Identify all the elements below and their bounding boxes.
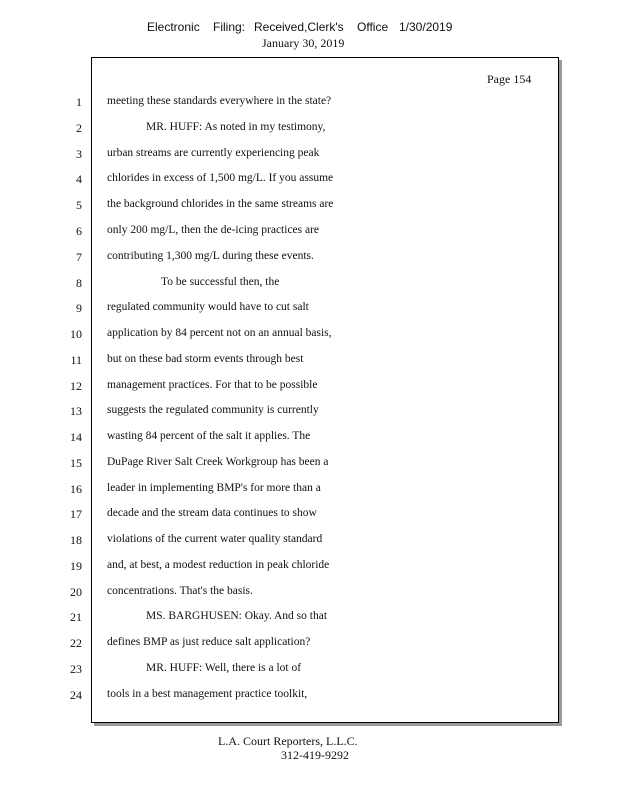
line-text: tools in a best management practice toolkit, xyxy=(107,688,308,700)
line-text: only 200 mg/L, then the de-icing practices are xyxy=(107,224,320,236)
line-text: management practices. For that to be possible xyxy=(107,379,318,391)
line-text: meeting these standards everywhere in the state? xyxy=(107,95,332,107)
line-text: concentrations. That's the basis. xyxy=(107,585,253,597)
line-text: defines BMP as just reduce salt application? xyxy=(107,636,311,648)
line-number: 23 xyxy=(70,662,82,676)
court-reporter-name: L.A. Court Reporters, L.L.C. xyxy=(218,734,358,748)
stamp-electronic: Electronic xyxy=(147,20,200,34)
stamp-filing: Filing: xyxy=(213,20,246,34)
line-number: 19 xyxy=(70,559,82,573)
page-number: Page 154 xyxy=(487,72,532,86)
line-text: DuPage River Salt Creek Workgroup has been a xyxy=(107,456,329,468)
line-number: 7 xyxy=(76,250,82,264)
line-number: 14 xyxy=(70,430,82,444)
line-number: 3 xyxy=(76,147,82,161)
line-number: 13 xyxy=(70,404,82,418)
line-number: 17 xyxy=(70,507,82,521)
line-text: regulated community would have to cut salt xyxy=(107,301,309,313)
line-number: 21 xyxy=(70,610,82,624)
line-text: MR. HUFF: As noted in my testimony, xyxy=(146,121,326,133)
line-text: decade and the stream data continues to show xyxy=(107,507,317,519)
line-text: contributing 1,300 mg/L during these events. xyxy=(107,250,314,262)
line-number: 9 xyxy=(76,301,82,315)
court-reporter-phone: 312-419-9292 xyxy=(281,748,349,762)
line-text: wasting 84 percent of the salt it applies. The xyxy=(107,430,311,442)
line-text: MR. HUFF: Well, there is a lot of xyxy=(146,662,302,674)
line-text: urban streams are currently experiencing peak xyxy=(107,147,320,159)
line-number: 22 xyxy=(70,636,82,650)
line-text: MS. BARGHUSEN: Okay. And so that xyxy=(146,610,328,622)
line-number: 6 xyxy=(76,224,82,238)
line-text: but on these bad storm events through best xyxy=(107,353,304,365)
filing-stamp xyxy=(147,20,452,34)
line-text: and, at best, a modest reduction in peak chloride xyxy=(107,559,330,571)
line-number: 15 xyxy=(70,456,82,470)
line-number: 1 xyxy=(76,95,82,109)
line-number: 20 xyxy=(70,585,82,599)
line-number: 8 xyxy=(76,276,82,290)
line-number: 11 xyxy=(70,353,82,367)
line-text: suggests the regulated community is currently xyxy=(107,404,319,416)
line-number: 2 xyxy=(76,121,82,135)
stamp-date: 1/30/2019 xyxy=(399,20,453,34)
line-number: 24 xyxy=(70,688,82,702)
line-text: leader in implementing BMP's for more than a xyxy=(107,482,321,494)
line-text: application by 84 percent not on an annual basis, xyxy=(107,327,332,339)
line-text: violations of the current water quality standard xyxy=(107,533,323,545)
filing-date: January 30, 2019 xyxy=(262,36,345,50)
stamp-office: Office xyxy=(357,20,389,34)
line-number: 10 xyxy=(70,327,82,341)
line-number: 12 xyxy=(70,379,82,393)
line-text: To be successful then, the xyxy=(161,276,280,288)
stamp-received-clerks: Received,Clerk's xyxy=(254,20,344,34)
line-number: 18 xyxy=(70,533,82,547)
line-number: 16 xyxy=(70,482,82,496)
line-number: 4 xyxy=(76,172,82,186)
line-text: the background chlorides in the same streams are xyxy=(107,198,334,210)
line-text: chlorides in excess of 1,500 mg/L. If you assume xyxy=(107,172,334,184)
line-number: 5 xyxy=(76,198,82,212)
